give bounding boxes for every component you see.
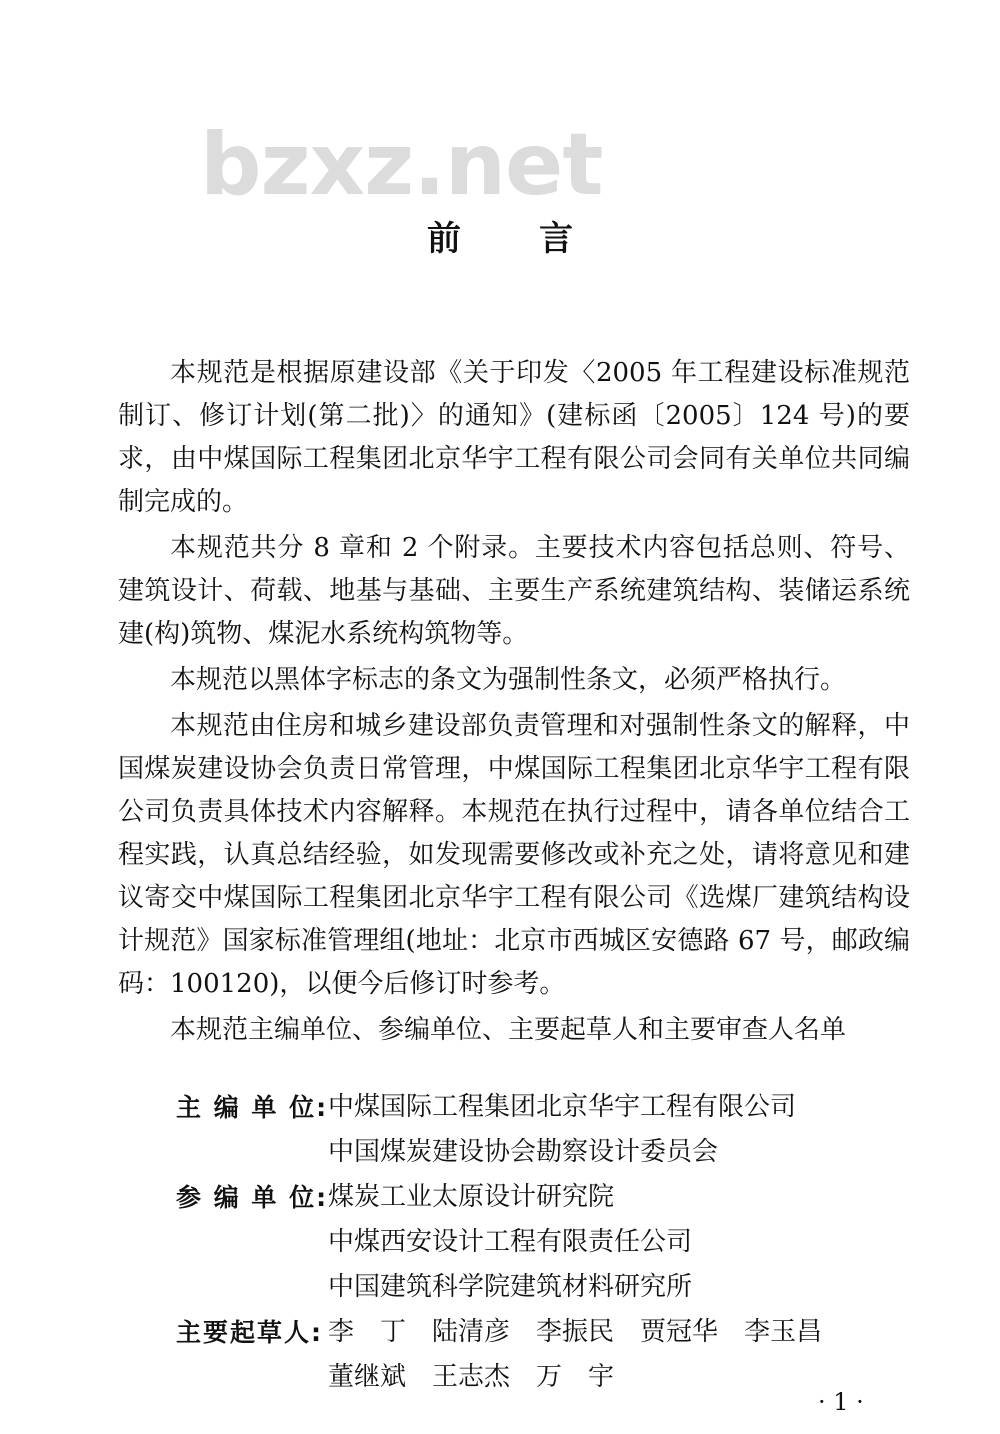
participating-unit: 煤炭工业太原设计研究院 <box>328 1182 615 1212</box>
drafter-name: 李 丁 <box>328 1317 407 1347</box>
paragraph: 本规范由住房和城乡建设部负责管理和对强制性条文的解释，中国煤炭建设协会负责日常管理，中煤国际工程集团北京华宇工程有限公司负责具体技术内容解释。本规范在执行过程中，请各单位结合工程实践，认真总结经验，如发现需要修改或补充之处，请将意见和建议寄交中煤国际工程集团北京华宇工程有限公司《选煤厂建筑结构设计规范》国家标准管理组(地址：北京市西城区安德路 67 号，邮政编码：100120)，以便今后修订时参考。 <box>118 711 910 999</box>
drafter-name: 李玉昌 <box>744 1317 823 1347</box>
paragraph: 本规范是根据原建设部《关于印发〈2005 年工程建设标准规范制订、修订计划(第二批)〉的通知》(建标函〔2005〕124 号)的要求，由中煤国际工程集团北京华宇工程有限公司会同有关单位共同编制完成的。 <box>118 358 910 517</box>
chief-unit-row <box>328 1130 848 1175</box>
participating-unit: 中国建筑科学院建筑材料研究所 <box>328 1272 693 1302</box>
participating-unit-row <box>176 1175 848 1220</box>
drafter-row <box>176 1310 848 1355</box>
drafter-name: 董继斌 <box>328 1362 407 1392</box>
chief-unit-label: 主 编 单 位: <box>176 1093 329 1122</box>
paragraph: 本规范共分 8 章和 2 个附录。主要技术内容包括总则、符号、建筑设计、荷载、地基与基础、主要生产系统建筑结构、装储运系统建(构)筑物、煤泥水系统构筑物等。 <box>118 533 910 649</box>
participating-unit-row <box>328 1220 848 1265</box>
chief-unit: 中国煤炭建设协会勘察设计委员会 <box>328 1137 719 1167</box>
participating-unit-row <box>328 1265 848 1310</box>
paragraph: 本规范以黑体字标志的条文为强制性条文，必须严格执行。 <box>170 665 847 695</box>
participating-unit-label: 参 编 单 位: <box>176 1183 329 1212</box>
preface-body <box>118 352 910 1052</box>
chief-unit-row <box>176 1085 848 1130</box>
chief-unit: 中煤国际工程集团北京华宇工程有限公司 <box>328 1092 797 1122</box>
title-char-1: 前 <box>427 219 461 259</box>
unit-list <box>176 1085 848 1400</box>
paragraph: 本规范主编单位、参编单位、主要起草人和主要审查人名单 <box>170 1015 847 1045</box>
drafter-name: 万 宇 <box>536 1362 615 1392</box>
drafter-name: 李振民 <box>536 1317 615 1347</box>
watermark: bzxz.net <box>200 115 603 215</box>
title-char-2: 言 <box>539 219 573 259</box>
participating-unit: 中煤西安设计工程有限责任公司 <box>328 1227 693 1257</box>
page-title <box>0 219 1000 259</box>
drafter-names <box>328 1355 640 1400</box>
drafter-row <box>328 1355 848 1400</box>
drafter-name: 陆清彦 <box>432 1317 511 1347</box>
drafter-name: 王志杰 <box>432 1362 511 1392</box>
drafter-names <box>328 1310 848 1355</box>
page-number: · 1 · <box>818 1388 864 1416</box>
drafter-label: 主要起草人: <box>176 1318 323 1347</box>
drafter-name: 贾冠华 <box>640 1317 719 1347</box>
